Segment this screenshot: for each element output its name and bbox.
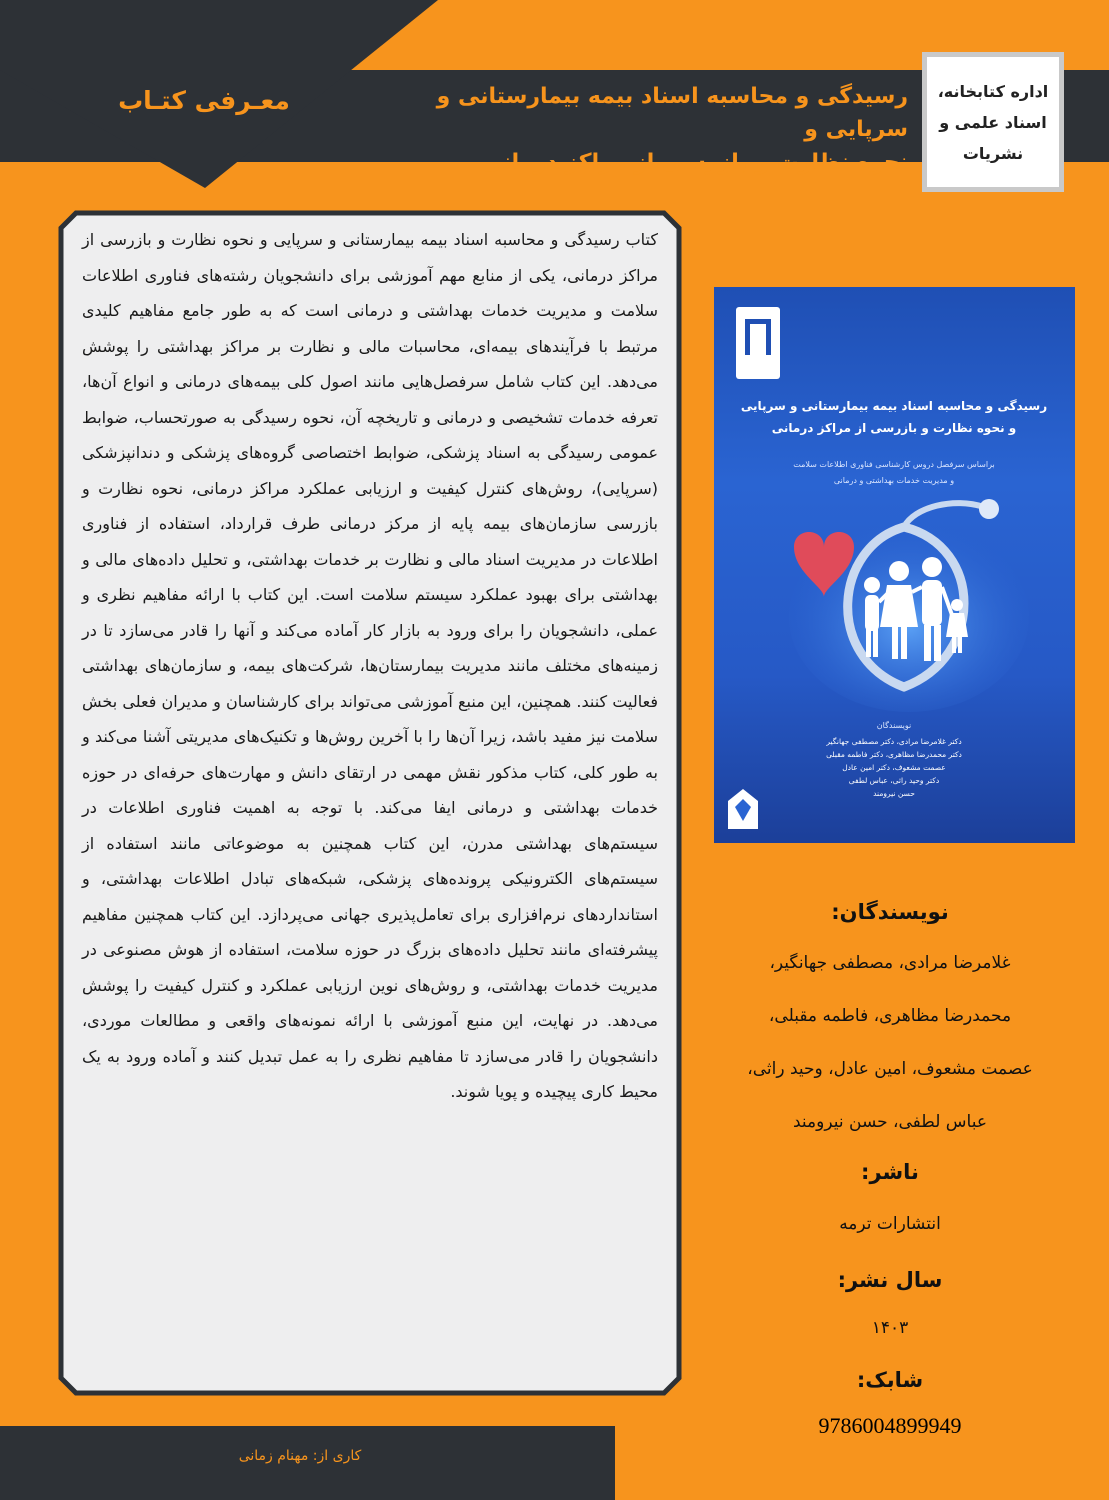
cover-subtitle [734,457,1054,489]
isbn-value: 9786004899949 [818,1413,962,1438]
cover-subtitle-line2: و مدیریت خدمات بهداشتی و درمانی [833,476,955,485]
isbn-label: شابک: [856,1368,924,1392]
book-description: کتاب رسیدگی و محاسبه اسناد بیمه بیمارستانی و سرپایی و نحوه نظارت و بازرسی از مراکز درمانی، یکی از منابع مهم آموزشی برای دانشجویان رشته‌های فناوری اطلاعات سلامت و مدیریت خدمات بهداشتی و درمانی است که به طور جامع مفاهیم کلیدی مرتبط با فرآیندهای بیمه‌ای، محاسبات مالی و نظارت بر مراکز بهداشتی را پوشش می‌دهد. این کتاب شامل سرفصل‌هایی مانند اصول کلی بیمه‌های درمانی و انواع آن‌ها، تعرفه خدمات تشخیصی و درمانی و تاریخچه آن، نحوه رسیدگی به صورتحساب، ضوابط عمومی رسیدگی به اسناد پزشکی، ضوابط اختصاصی گروه‌های پزشکی و دندانپزشکی (سرپایی)، روش‌های کنترل کیفیت و ارزیابی عملکرد مراکز درمانی، نحوه نظارت و بازرسی سازمان‌های بیمه پایه از مرکز درمانی طرف قرارداد، استفاده از فناوری اطلاعات در مدیریت اسناد مالی و نظارت بر خدمات بهداشتی، و تحلیل داده‌های مالی و بهداشتی برای بهبود عملکرد سیستم سلامت است. این کتاب با ارائه مفاهیم نظری و عملی، دانشجویان را برای ورود به بازار کار آماده می‌کند و آنها را قادر می‌سازد تا در زمینه‌های مختلف مانند مدیریت بیمارستان‌ها، شرکت‌های بیمه، و سازمان‌های بهداشتی فعالیت کنند. همچنین، این منبع آموزشی می‌تواند برای کارشناسان و مدیران فعلی بخش سلامت نیز مفید باشد، زیرا آن‌ها را با آخرین روش‌ها و تکنیک‌های مدیریتی آشنا می‌کند و به طور کلی، کتاب مذکور نقش مهمی در ارتقای دانش و مهارت‌های حرفه‌ای در حوزه خدمات بهداشتی و درمانی ایفا می‌کند. با توجه به اهمیت فناوری اطلاعات در سیستم‌های بهداشتی مدرن، این کتاب همچنین به موضوعاتی مانند استفاده از سیستم‌های الکترونیکی پرونده‌های پزشکی، شبکه‌های تبادل اطلاعات بهداشتی، و استانداردهای نرم‌افزاری برای تعامل‌پذیری جهانی می‌پردازد. این کتاب همچنین مفاهیم پیشرفته‌ای مانند تحلیل داده‌های بزرگ در حوزه سلامت، استفاده از هوش مصنوعی در مدیریت خدمات بهداشتی، و روش‌های نوین ارزیابی عملکرد و کنترل کیفیت را پوشش می‌دهد. در نهایت، این منبع آموزشی با ارائه نمونه‌های واقعی و مطالعات موردی، دانشجویان را قادر می‌سازد تا مفاهیم نظری را به عمل تبدیل کنند و آماده ورود به یک محیط کاری پیچیده و پویا شوند. [82,230,658,1101]
publisher-name: انتشارات ترمه [839,1214,941,1234]
cover-authors [784,735,1004,800]
cover-title-line2: و نحوه نظارت و بازرسی از مراکز درمانی [771,421,1017,435]
cover-authors-title: نویسندگان [876,721,912,730]
department-label: اداره کتابخانه، اسناد علمی و نشریات [937,81,1049,163]
publisher-logo [726,787,760,831]
cover-subtitle-line1: براساس سرفصل دروس کارشناسی فناوری اطلاعات سلامت [793,460,995,469]
cover-author-line: دکتر محمدرضا مظاهری، دکتر فاطمه مقبلی [826,750,962,759]
section-title: معـرفی کتـاب [118,86,290,115]
author-line: غلامرضا مرادی، مصطفی جهانگیر، [769,953,1011,973]
publish-year: ۱۴۰۳ [871,1318,909,1338]
cover-title-line1: رسیدگی و محاسبه اسناد بیمه بیمارستانی و سرپایی [740,399,1048,413]
cover-author-line: حسن نیرومند [873,789,915,798]
family-stethoscope-illustration [754,487,1044,717]
author-line: عصمت مشعوف، امین عادل، وحید راثی، [747,1059,1033,1079]
cover-author-line: عصمت مشعوف، دکتر امین عادل [842,763,946,772]
publisher-label: ناشر: [861,1160,919,1184]
book-title-line2: نحوه نظارت و بازرسی از مراکز درمانی [481,150,908,175]
author-line: محمدرضا مظاهری، فاطمه مقبلی، [768,1006,1012,1026]
book-title-line1: رسیدگی و محاسبه اسناد بیمه بیمارستانی و سرپایی و [436,84,908,142]
author-line: عباس لطفی، حسن نیرومند [792,1112,988,1132]
cover-author-line: دکتر وحید راثی، عباس لطفی [848,776,940,785]
university-logo [736,307,780,379]
cover-author-line: دکتر غلامرضا مرادی، دکتر مصطفی جهانگیر [826,737,962,746]
footer-credit: کاری از: مهنام زمانی [238,1448,362,1464]
publish-year-label: سال نشر: [837,1268,943,1292]
book-cover-image [714,287,1075,843]
book-title [360,80,908,179]
authors-label: نویسندگان: [831,900,949,924]
cover-title [724,395,1064,439]
department-box [922,52,1064,192]
